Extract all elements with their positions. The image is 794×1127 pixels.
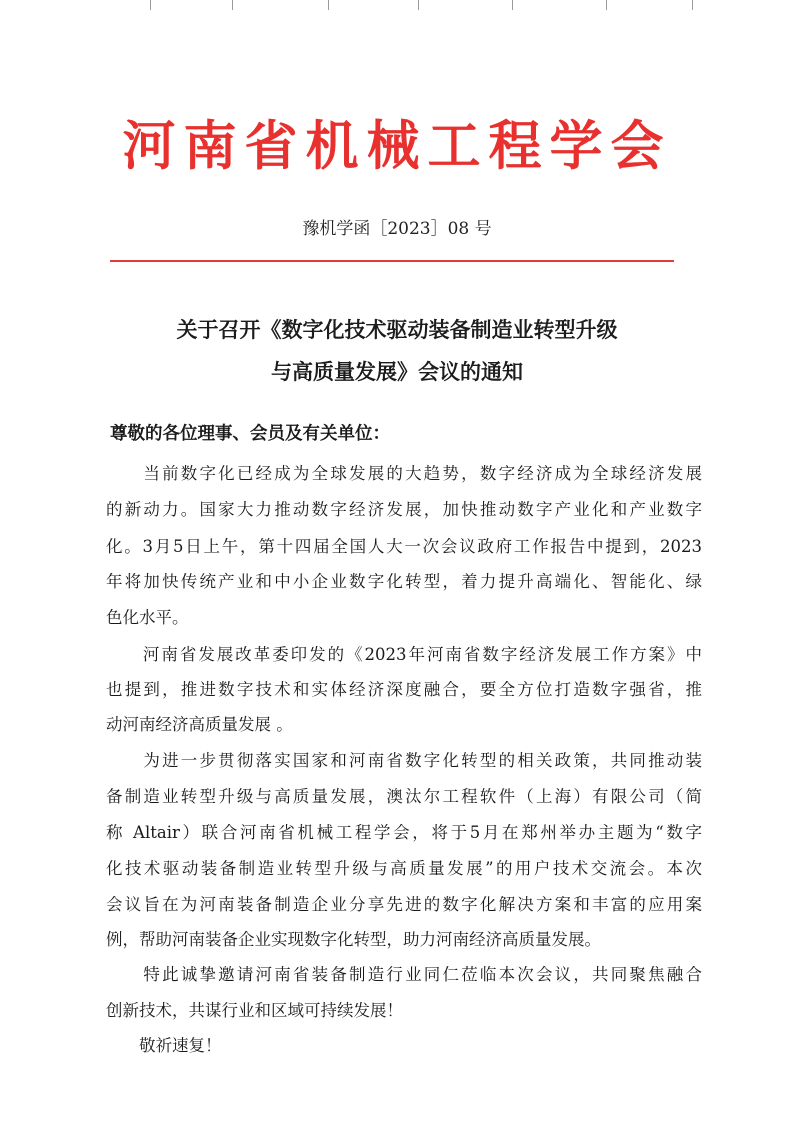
org-letterhead: 河南省机械工程学会 [122,115,672,177]
body-line: 年将加快传统产业和中小企业数字化转型，着力提升高端化、智能化、绿 [106,572,702,591]
notice-title-line-1: 关于召开《数字化技术驱动装备制造业转型升级 [176,317,618,342]
salutation: 尊敬的各位理事、会员及有关单位： [110,424,390,444]
body-line: 当前数字化已经成为全球发展的大趋势，数字经济成为全球经济发展 [106,464,702,483]
body-line: 化技术驱动装备制造业转型升级与高质量发展”的用户技术交流会。本次 [106,859,702,878]
binding-marks [0,0,794,12]
body-line: 称 Altair）联合河南省机械工程学会，将于5月在郑州举办主题为“数字 [106,823,702,842]
body-line: 敬祈速复！ [106,1036,222,1055]
body-line: 创新技术，共谋行业和区域可持续发展！ [106,1001,403,1020]
body-line: 化。3月5日上午，第十四届全国人大一次会议政府工作报告中提到，2023 [106,537,702,556]
letterhead-divider [110,260,674,262]
body-line: 也提到，推进数字技术和实体经济深度融合，要全方位打造数字强省，推 [106,680,702,699]
body-line: 河南省发展改革委印发的《2023年河南省数字经济发展工作方案》中 [106,645,702,664]
body-line: 动河南经济高质量发展 。 [106,715,293,734]
body-line: 特此诚挚邀请河南省装备制造行业同仁莅临本次会议，共同聚焦融合 [106,965,702,984]
notice-title-line-2: 与高质量发展》会议的通知 [271,359,523,384]
body-line: 为进一步贯彻落实国家和河南省数字化转型的相关政策，共同推动装 [106,751,702,770]
body-line: 的新动力。国家大力推动数字经济发展，加快推动数字产业化和产业数字 [106,500,702,519]
body-line: 会议旨在为河南装备制造企业分享先进的数字化解决方案和丰富的应用案 [106,895,702,914]
body-line: 例，帮助河南装备企业实现数字化转型，助力河南经济高质量发展。 [106,930,601,949]
document-number: 豫机学函［2023］08 号 [302,219,492,239]
body-line: 色化水平。 [106,608,189,627]
body-line: 备制造业转型升级与高质量发展，澳汰尔工程软件（上海）有限公司（简 [106,787,702,806]
